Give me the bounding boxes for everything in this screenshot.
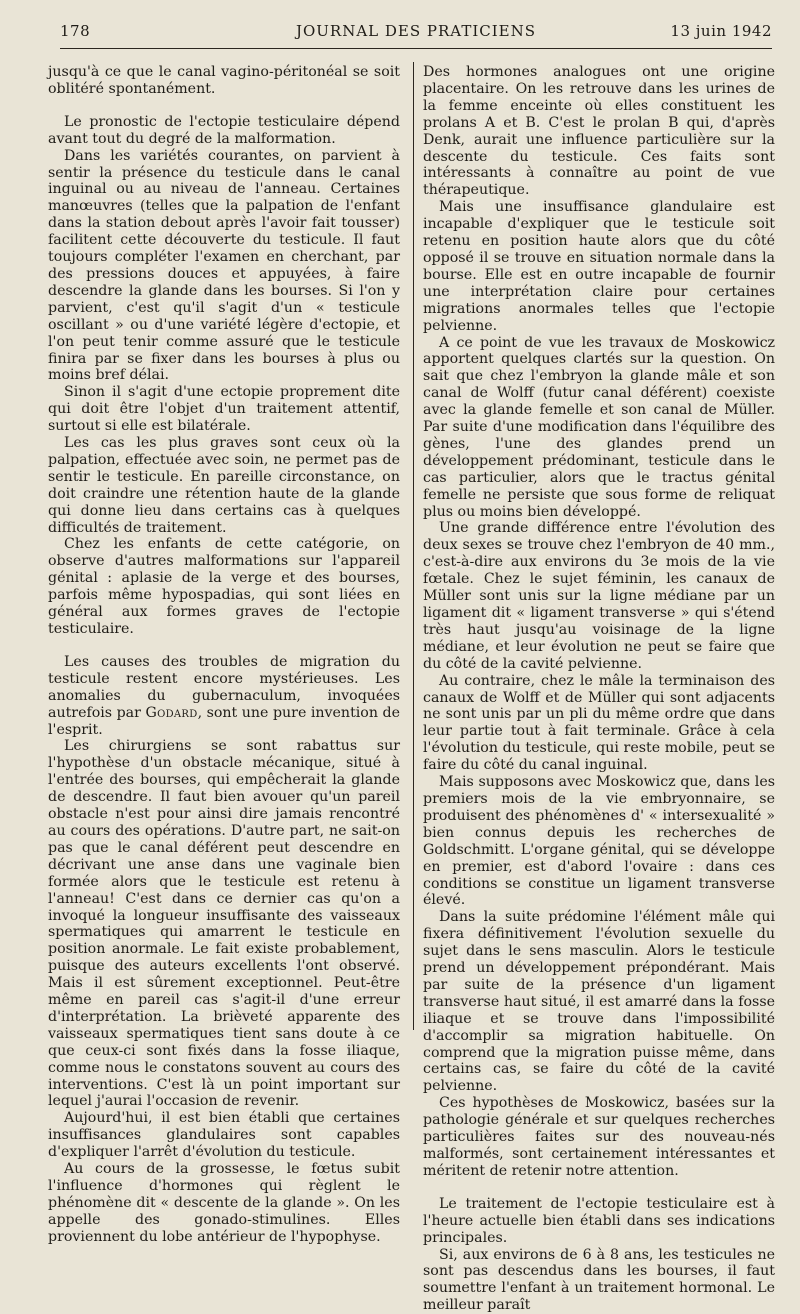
paragraph: Les cas les plus graves sont ceux où la palpation, effectuée avec soin, ne permet pas de sentir le testicule. En pareille circonstance, on doit craindre une rétention haute de la glande qui donne lieu dans certains cas à quelques difficultés de traitement. xyxy=(48,435,400,536)
paragraph: Mais supposons avec Moskowicz que, dans les premiers mois de la vie embryonnaire, se produisent des phénomènes d' « intersexualité » bien connus depuis les recherches de Goldschmitt. L'organe génital, qui se développe en premier, est d'abord l'ovaire : dans ces conditions se constitue un ligament transverse élevé. xyxy=(423,774,775,909)
paragraph: Une grande différence entre l'évolution des deux sexes se trouve chez l'embryon de 40 mm., c'est-à-dire aux environs du 3e mois de la vie fœtale. Chez le sujet féminin, les canaux de Müller sont unis sur la ligne médiane par un ligament dit « ligament transverse » qui s'étend très haut jusqu'au voisinage de la ligne médiane, et leur évolution ne peut se faire que du côté de la cavité pelvienne. xyxy=(423,520,775,672)
paragraph: Ces hypothèses de Moskowicz, basées sur la pathologie générale et sur quelques recherches particulières faites sur des nouveau-nés malformés, sont certainement intéressantes et méritent de retenir notre attention. xyxy=(423,1095,775,1179)
paragraph: Mais une insuffisance glandulaire est incapable d'expliquer que le testicule soit retenu en position haute alors que du côté opposé il se trouve en situation normale dans la bourse. Elle est en outre incapable de fournir une interprétation claire pour certaines migrations anormales telles que l'ectopie pelvienne. xyxy=(423,199,775,334)
paragraph: Si, aux environs de 6 à 8 ans, les testicules ne sont pas descendus dans les bourses, il faut soumettre l'enfant à un traitement hormonal. Le meilleur paraît xyxy=(423,1246,775,1314)
paragraph: Sinon il s'agit d'une ectopie proprement dite qui doit être l'objet d'un traitement attentif, surtout si elle est bilatérale. xyxy=(48,384,400,435)
right-column xyxy=(423,64,775,1314)
author-name: Godard xyxy=(145,704,198,721)
paragraph: A ce point de vue les travaux de Moskowicz apportent quelques clartés sur la question. On sait que chez l'embryon la glande mâle et son canal de Wolff (futur canal déférent) coexiste avec la glande femelle et son canal de Müller. Par suite d'une modification dans l'équilibre des gènes, l'une des glandes prend un développement prédominant, testicule dans le cas particulier, alors que le tractus génital femelle ne persiste que sous forme de reliquat plus ou moins bien développé. xyxy=(423,334,775,520)
paragraph: Dans les variétés courantes, on parvient à sentir la présence du testicule dans le canal inguinal ou au niveau de l'anneau. Certaines manœuvres (telles que la palpation de l'enfant dans la station debout après l'avoir fait tousser) facilitent cette découverte du testicule. Il faut toujours compléter l'examen en cherchant, par des pressions douces et appuyées, à faire descendre la glande dans les bourses. Si l'on y parvient, c'est qu'il s'agit d'un « testicule oscillant » ou d'une variété légère d'ectopie, et l'on peut tenir comme assuré que le testicule finira par se fixer dans les bourses à plus ou moins bref délai. xyxy=(48,147,400,384)
paragraph: Chez les enfants de cette catégorie, on observe d'autres malformations sur l'appareil génital : aplasie de la verge et des bourses, parfois même hypospadias, qui sont liées en général aux formes graves de l'ectopie testiculaire. xyxy=(48,536,400,637)
paragraph: Le traitement de l'ectopie testiculaire est à l'heure actuelle bien établi dans ses indications principales. xyxy=(423,1195,775,1246)
left-column xyxy=(48,64,400,1246)
page-number: 178 xyxy=(60,22,91,40)
journal-title: JOURNAL DES PRATICIENS xyxy=(295,22,537,40)
paragraph: jusqu'à ce que le canal vagino-péritonéal se soit oblitéré spontanément. xyxy=(48,64,400,97)
column-divider xyxy=(413,62,414,1030)
running-header xyxy=(60,18,772,46)
issue-date: 13 juin 1942 xyxy=(670,22,772,40)
paragraph: Aujourd'hui, il est bien établi que certaines insuffisances glandulaires sont capables d'expliquer l'arrêt d'évolution du testicule. xyxy=(48,1110,400,1161)
paragraph: Le pronostic de l'ectopie testiculaire dépend avant tout du degré de la malformation. xyxy=(48,113,400,147)
paragraph: Les chirurgiens se sont rabattus sur l'hypothèse d'un obstacle mécanique, situé à l'entrée des bourses, qui empêcherait la glande de descendre. Il faut bien avouer qu'un pareil obstacle n'est pour ainsi dire jamais rencontré au cours des opérations. D'autre part, ne sait-on pas que le canal déférent peut descendre en décrivant une anse dans une vaginale bien formée alors que le testicule est retenu à l'anneau! C'est dans ce dernier cas qu'on a invoqué la longueur insuffisante des vaisseaux spermatiques qui amarrent le testicule en position anormale. Le fait existe probablement, puisque des auteurs excellents l'ont observé. Mais il est sûrement exceptionnel. Peut-être même en pareil cas s'agit-il d'une erreur d'interprétation. La brièveté apparente des vaisseaux spermatiques tient sans doute à ce que ceux-ci sont fixés dans la fosse iliaque, comme nous le constatons souvent au cours des interventions. C'est là un point important sur lequel j'aurai l'occasion de revenir. xyxy=(48,738,400,1110)
paragraph: Au contraire, chez le mâle la terminaison des canaux de Wolff et de Müller qui sont adjacents ne sont unis par un pli du même ordre que dans leur partie tout à fait terminale. Grâce à cela l'évolution du testicule, qui reste mobile, peut se faire du côté du canal inguinal. xyxy=(423,672,775,774)
header-rule xyxy=(60,48,772,49)
paragraph xyxy=(48,654,400,739)
paragraph: Des hormones analogues ont une origine placentaire. On les retrouve dans les urines de la femme enceinte où elles constituent les prolans A et B. C'est le prolan B qui, d'après Denk, aurait une influence particulière sur la descente du testicule. Ces faits sont intéressants à connaître au point de vue thérapeutique. xyxy=(423,64,775,199)
text-segment: Les causes des troubles de migration du testicule restent encore mystérieuses. Les anomalies du gubernaculum, invoquées autrefois par xyxy=(48,653,400,721)
text-segment: , sont une pure invention de l'esprit. xyxy=(48,704,400,738)
paragraph: Dans la suite prédomine l'élément mâle qui fixera définitivement l'évolution sexuelle du sujet dans le sens masculin. Alors le testicule prend un développement prépondérant. Mais par suite de la présence d'un ligament transverse haut situé, il est amarré dans la fosse iliaque et se trouve dans l'impossibilité d'accomplir sa migration habituelle. On comprend que la migration puisse même, dans certains cas, se faire du côté de la cavité pelvienne. xyxy=(423,909,775,1095)
paragraph: Au cours de la grossesse, le fœtus subit l'influence d'hormones qui règlent le phénomène dit « descente de la glande ». On les appelle des gonado-stimulines. Elles proviennent du lobe antérieur de l'hypophyse. xyxy=(48,1161,400,1245)
